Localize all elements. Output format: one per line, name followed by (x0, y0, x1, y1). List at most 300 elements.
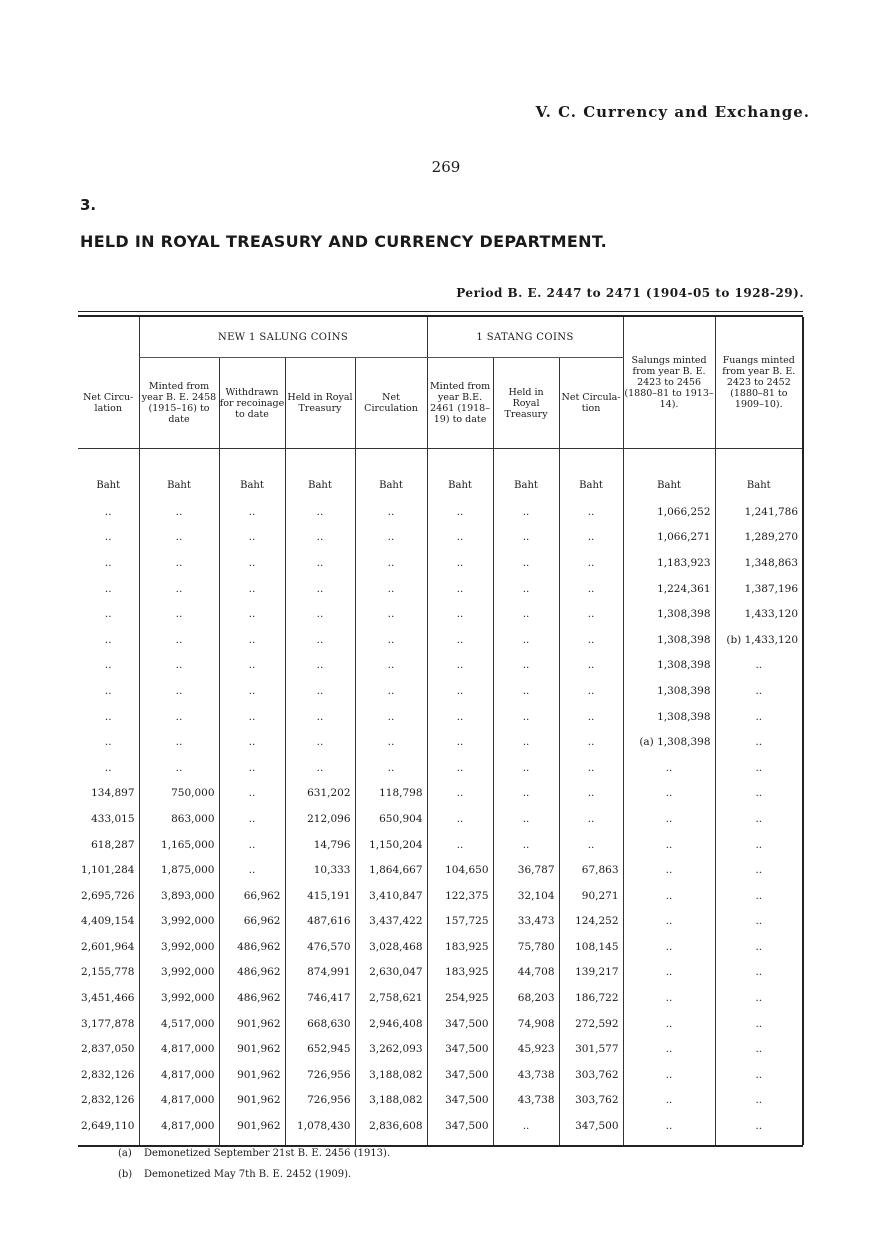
table-row (78, 601, 803, 627)
table-cell: .. (427, 806, 493, 832)
table-cell: 433,015 (91, 812, 135, 825)
table-cell: 2,758,621 (355, 985, 427, 1011)
table-cell: .. (104, 684, 112, 697)
table-cell: 486,962 (219, 985, 285, 1011)
col-header-withdrawn: Withdrawn for recoinage to date (219, 358, 285, 449)
table-cell: 2,695,726 (81, 889, 135, 902)
table-cell: 90,271 (559, 883, 623, 909)
table-cell: .. (427, 781, 493, 807)
table-cell: .. (427, 678, 493, 704)
table-row (78, 499, 803, 525)
table-cell: 4,817,000 (139, 1088, 219, 1114)
table-cell: .. (623, 934, 715, 960)
table-cell: .. (493, 806, 559, 832)
unit-cell: Baht (96, 479, 121, 491)
table-cell: .. (219, 806, 285, 832)
period-subtitle: Period B. E. 2447 to 2471 (1904-05 to 1928-29). (456, 286, 804, 300)
table-row (78, 653, 803, 679)
table-cell: .. (219, 601, 285, 627)
table-cell: 4,517,000 (139, 1011, 219, 1037)
table-row (78, 525, 803, 551)
unit-cell: Baht (715, 471, 803, 499)
table-cell: .. (715, 755, 803, 781)
table-cell: 650,904 (355, 806, 427, 832)
table-cell: 1,308,398 (623, 653, 715, 679)
table-cell: .. (493, 550, 559, 576)
table-cell: 3,188,082 (355, 1062, 427, 1088)
table-row (78, 857, 803, 883)
table-cell: .. (355, 678, 427, 704)
table-row (78, 550, 803, 576)
table-cell: 2,836,608 (355, 1113, 427, 1139)
table-cell: 750,000 (139, 781, 219, 807)
table-cell: .. (285, 550, 355, 576)
table-cell: 122,375 (427, 883, 493, 909)
table-cell: .. (355, 729, 427, 755)
table-cell: 1,308,398 (623, 601, 715, 627)
table-cell: .. (427, 755, 493, 781)
table-cell: .. (493, 832, 559, 858)
table-cell: .. (715, 1011, 803, 1037)
table-cell: .. (493, 499, 559, 525)
table-cell: .. (715, 729, 803, 755)
table-cell: .. (139, 704, 219, 730)
table-cell: .. (139, 678, 219, 704)
table-cell: 66,962 (219, 909, 285, 935)
table-cell: .. (139, 627, 219, 653)
table-cell: 212,096 (285, 806, 355, 832)
table-cell: .. (715, 883, 803, 909)
col-header-held-treasury-salung: Held in Royal Treasury (285, 358, 355, 449)
table-row (78, 1011, 803, 1037)
table-row (78, 960, 803, 986)
currency-table (78, 317, 804, 1147)
table-cell: 4,817,000 (139, 1036, 219, 1062)
table-cell: 668,630 (285, 1011, 355, 1037)
table-cell: 3,262,093 (355, 1036, 427, 1062)
table-cell: 14,796 (285, 832, 355, 858)
table-cell: 3,451,466 (81, 992, 135, 1005)
table-cell: .. (715, 704, 803, 730)
table-cell: .. (427, 729, 493, 755)
table-cell: .. (427, 550, 493, 576)
table-cell: .. (104, 761, 112, 774)
table-cell: .. (219, 857, 285, 883)
table-row (78, 806, 803, 832)
table-cell: 1,241,786 (715, 499, 803, 525)
footnote-text: Demonetized September 21st B. E. 2456 (1913). (144, 1148, 391, 1159)
footnote-b (118, 1164, 390, 1185)
table-row (78, 1088, 803, 1114)
table-cell: 32,104 (493, 883, 559, 909)
table-cell: .. (493, 1113, 559, 1139)
table-row (78, 832, 803, 858)
table-cell: 347,500 (559, 1113, 623, 1139)
table-cell: 3,992,000 (139, 934, 219, 960)
table-cell: .. (559, 576, 623, 602)
table-cell: .. (104, 736, 112, 749)
table-cell: .. (559, 550, 623, 576)
table-cell: .. (623, 1088, 715, 1114)
table-cell: .. (623, 857, 715, 883)
page-title: HELD IN ROYAL TREASURY AND CURRENCY DEPARTMENT. (80, 232, 607, 251)
col-header-fuangs-minted: Fuangs minted from year B. E. 2423 to 2452 (1880–81 to 1909–10). (715, 317, 803, 449)
table-cell: .. (493, 525, 559, 551)
table-cell: 726,956 (285, 1088, 355, 1114)
table-cell: .. (285, 601, 355, 627)
table-cell: 74,908 (493, 1011, 559, 1037)
unit-cell: Baht (139, 471, 219, 499)
table-cell: 108,145 (559, 934, 623, 960)
table-cell: 104,650 (427, 857, 493, 883)
table-row (78, 909, 803, 935)
table-cell: .. (219, 576, 285, 602)
table-cell: 726,956 (285, 1062, 355, 1088)
table-cell: .. (493, 653, 559, 679)
table-cell: .. (139, 755, 219, 781)
table-cell: .. (715, 857, 803, 883)
table-cell: .. (219, 729, 285, 755)
table-cell: 347,500 (427, 1036, 493, 1062)
table-cell: .. (559, 499, 623, 525)
table-cell: 901,962 (219, 1036, 285, 1062)
table-cell: 68,203 (493, 985, 559, 1011)
group-header-salung: NEW 1 SALUNG COINS (139, 317, 427, 358)
table-cell: 1,165,000 (139, 832, 219, 858)
table-cell: .. (623, 883, 715, 909)
table-cell: .. (139, 576, 219, 602)
table-cell: 631,202 (285, 781, 355, 807)
table-cell: 10,333 (285, 857, 355, 883)
table-cell: 303,762 (559, 1088, 623, 1114)
table-cell: .. (715, 960, 803, 986)
table-cell: .. (493, 704, 559, 730)
footnote-text: Demonetized May 7th B. E. 2452 (1909). (144, 1169, 352, 1180)
table-cell: 618,287 (91, 838, 135, 851)
table-cell: .. (715, 1113, 803, 1139)
table-cell: 124,252 (559, 909, 623, 935)
table-cell: .. (493, 576, 559, 602)
table-cell: .. (623, 960, 715, 986)
table-cell: 3,893,000 (139, 883, 219, 909)
table-cell: .. (493, 601, 559, 627)
table-cell: 4,409,154 (81, 915, 135, 928)
table-cell: .. (104, 633, 112, 646)
table-cell: .. (623, 1036, 715, 1062)
table-cell: 2,649,110 (81, 1120, 135, 1133)
table-cell: .. (219, 550, 285, 576)
table-cell: 254,925 (427, 985, 493, 1011)
table-cell: .. (559, 525, 623, 551)
table-cell: .. (219, 499, 285, 525)
table-cell: .. (559, 806, 623, 832)
table-cell: .. (623, 909, 715, 935)
table-cell: .. (715, 806, 803, 832)
footnote-label: (b) (118, 1169, 133, 1180)
table-row (78, 934, 803, 960)
table-cell: .. (219, 678, 285, 704)
table-cell: .. (104, 556, 112, 569)
table-cell: 3,437,422 (355, 909, 427, 935)
table-cell: .. (139, 653, 219, 679)
currency-table-wrapper (78, 311, 803, 1147)
table-cell: 1,875,000 (139, 857, 219, 883)
table-row (78, 678, 803, 704)
table-row (78, 781, 803, 807)
table-cell: .. (427, 525, 493, 551)
table-cell: 901,962 (219, 1088, 285, 1114)
table-cell: 347,500 (427, 1062, 493, 1088)
table-cell: 1,433,120 (715, 601, 803, 627)
table-cell: 1,183,923 (623, 550, 715, 576)
table-cell: .. (355, 755, 427, 781)
table-cell: .. (285, 678, 355, 704)
table-cell: .. (427, 704, 493, 730)
table-cell: 4,817,000 (139, 1062, 219, 1088)
table-cell: .. (493, 781, 559, 807)
table-cell: 476,570 (285, 934, 355, 960)
table-cell: 901,962 (219, 1011, 285, 1037)
table-cell: .. (139, 729, 219, 755)
table-cell: .. (285, 627, 355, 653)
table-cell: 1,308,398 (623, 678, 715, 704)
page-number: 269 (431, 158, 461, 176)
table-cell: .. (219, 755, 285, 781)
units-row (78, 471, 803, 499)
table-cell: .. (559, 704, 623, 730)
table-cell: .. (219, 781, 285, 807)
table-cell: 901,962 (219, 1062, 285, 1088)
table-cell: 118,798 (355, 781, 427, 807)
table-cell: 66,962 (219, 883, 285, 909)
group-header-satang: 1 SATANG COINS (427, 317, 623, 358)
table-cell: .. (559, 781, 623, 807)
table-cell: .. (715, 832, 803, 858)
header-gap-row (78, 449, 803, 472)
table-body (78, 449, 803, 1146)
section-heading: V. C. Currency and Exchange. (535, 103, 810, 121)
table-cell: 863,000 (139, 806, 219, 832)
table-cell: .. (219, 832, 285, 858)
col-header-net-circulation-salung: Net Circulation (355, 358, 427, 449)
table-cell: .. (219, 627, 285, 653)
table-cell: .. (104, 531, 112, 544)
table-cell: .. (427, 653, 493, 679)
table-cell: .. (285, 653, 355, 679)
table-cell: 3,992,000 (139, 909, 219, 935)
table-cell: .. (559, 729, 623, 755)
table-cell: .. (285, 525, 355, 551)
col-header-held-treasury-satang: Held in Royal Treasury (493, 358, 559, 449)
table-cell: .. (104, 608, 112, 621)
footnote-a (118, 1143, 390, 1164)
table-cell: 2,630,047 (355, 960, 427, 986)
table-cell: 1,308,398 (623, 627, 715, 653)
table-cell: .. (355, 525, 427, 551)
table-cell: .. (355, 576, 427, 602)
table-cell: .. (559, 755, 623, 781)
table-cell: .. (355, 550, 427, 576)
table-cell: 874,991 (285, 960, 355, 986)
table-cell: 36,787 (493, 857, 559, 883)
table-cell: .. (559, 601, 623, 627)
table-cell: .. (715, 1062, 803, 1088)
table-row (78, 627, 803, 653)
table-row (78, 1036, 803, 1062)
table-cell: 3,410,847 (355, 883, 427, 909)
table-cell: .. (493, 729, 559, 755)
table-cell: 486,962 (219, 960, 285, 986)
table-cell: 1,308,398 (623, 704, 715, 730)
table-cell: 43,738 (493, 1088, 559, 1114)
table-cell: 3,188,082 (355, 1088, 427, 1114)
table-cell: 1,348,863 (715, 550, 803, 576)
footnotes (118, 1143, 390, 1185)
table-row (78, 729, 803, 755)
table-cell: .. (285, 729, 355, 755)
table-row (78, 755, 803, 781)
table-row (78, 985, 803, 1011)
table-cell: .. (715, 678, 803, 704)
table-cell: .. (427, 627, 493, 653)
table-row (78, 883, 803, 909)
table-cell: .. (355, 627, 427, 653)
table-cell: 1,387,196 (715, 576, 803, 602)
table-cell: .. (715, 781, 803, 807)
table-cell: 1,150,204 (355, 832, 427, 858)
table-cell: 486,962 (219, 934, 285, 960)
col-header-minted-salung: Minted from year B. E. 2458 (1915–16) to date (139, 358, 219, 449)
table-cell: 901,962 (219, 1113, 285, 1139)
table-cell: .. (355, 601, 427, 627)
table-cell: 1,224,361 (623, 576, 715, 602)
table-cell: .. (623, 781, 715, 807)
table-cell: 746,417 (285, 985, 355, 1011)
table-cell: 301,577 (559, 1036, 623, 1062)
table-cell: .. (623, 832, 715, 858)
table-cell: 134,897 (91, 787, 135, 800)
table-cell: .. (355, 704, 427, 730)
table-cell: .. (219, 653, 285, 679)
table-cell: .. (285, 576, 355, 602)
table-cell: 2,601,964 (81, 940, 135, 953)
table-cell: .. (715, 909, 803, 935)
table-cell: .. (623, 806, 715, 832)
table-cell: .. (715, 1088, 803, 1114)
table-cell: 415,191 (285, 883, 355, 909)
table-cell: 33,473 (493, 909, 559, 935)
unit-cell: Baht (219, 471, 285, 499)
table-row (78, 576, 803, 602)
table-cell: 2,832,126 (81, 1068, 135, 1081)
table-cell: 44,708 (493, 960, 559, 986)
table-cell: 2,155,778 (81, 966, 135, 979)
table-cell: .. (139, 525, 219, 551)
table-cell: 2,832,126 (81, 1094, 135, 1107)
table-cell: 487,616 (285, 909, 355, 935)
unit-cell: Baht (623, 471, 715, 499)
col-header-minted-satang: Minted from year B.E. 2461 (1918–19) to date (427, 358, 493, 449)
table-cell: .. (493, 678, 559, 704)
table-cell: .. (104, 710, 112, 723)
table-cell: .. (219, 704, 285, 730)
table-cell: .. (623, 1113, 715, 1139)
table-cell: .. (285, 755, 355, 781)
unit-cell: Baht (559, 471, 623, 499)
table-row (78, 1113, 803, 1139)
table-cell: .. (355, 653, 427, 679)
table-cell: .. (427, 576, 493, 602)
table-cell: .. (559, 832, 623, 858)
table-cell: 75,780 (493, 934, 559, 960)
table-cell: .. (427, 601, 493, 627)
table-cell: 347,500 (427, 1088, 493, 1114)
table-cell: 1,066,271 (623, 525, 715, 551)
unit-cell: Baht (427, 471, 493, 499)
table-cell: 1,078,430 (285, 1113, 355, 1139)
table-cell: .. (285, 704, 355, 730)
table-cell: .. (139, 601, 219, 627)
table-cell: .. (715, 653, 803, 679)
table-cell: .. (715, 985, 803, 1011)
table-cell: 45,923 (493, 1036, 559, 1062)
table-cell: .. (139, 550, 219, 576)
item-number: 3. (80, 196, 97, 214)
table-cell: .. (559, 678, 623, 704)
table-cell: 1,101,284 (81, 864, 135, 877)
table-cell: 157,725 (427, 909, 493, 935)
table-cell: .. (623, 755, 715, 781)
table-cell: 183,925 (427, 934, 493, 960)
table-cell: .. (285, 499, 355, 525)
table-cell: 2,946,408 (355, 1011, 427, 1037)
footnote-label: (a) (118, 1148, 132, 1159)
table-cell: 186,722 (559, 985, 623, 1011)
table-cell: .. (559, 627, 623, 653)
table-cell: .. (355, 499, 427, 525)
table-cell: 4,817,000 (139, 1113, 219, 1139)
table-cell: 1,864,667 (355, 857, 427, 883)
table-cell: 1,289,270 (715, 525, 803, 551)
table-cell: 3,992,000 (139, 985, 219, 1011)
table-row (78, 1062, 803, 1088)
table-cell: 272,592 (559, 1011, 623, 1037)
table-cell: .. (139, 499, 219, 525)
table-cell: .. (493, 627, 559, 653)
table-cell: 3,992,000 (139, 960, 219, 986)
table-cell: .. (104, 505, 112, 518)
blank-group-cell (78, 317, 139, 358)
table-cell: 2,837,050 (81, 1043, 135, 1056)
table-cell: 3,177,878 (81, 1017, 135, 1030)
table-cell: 67,863 (559, 857, 623, 883)
unit-cell: Baht (355, 471, 427, 499)
table-cell: 139,217 (559, 960, 623, 986)
table-cell: .. (623, 1062, 715, 1088)
unit-cell: Baht (285, 471, 355, 499)
table-cell: .. (559, 653, 623, 679)
table-cell: (b) 1,433,120 (715, 627, 803, 653)
table-cell: 347,500 (427, 1011, 493, 1037)
table-cell: 3,028,468 (355, 934, 427, 960)
table-cell: .. (493, 755, 559, 781)
table-cell: .. (104, 582, 112, 595)
col-header-net-circulation-satang: Net Circula- tion (559, 358, 623, 449)
col-header-salungs-minted: Salungs minted from year B. E. 2423 to 2456 (1880–81 to 1913–14). (623, 317, 715, 449)
table-cell: 1,066,252 (623, 499, 715, 525)
table-cell: .. (623, 1011, 715, 1037)
table-cell: .. (715, 1036, 803, 1062)
